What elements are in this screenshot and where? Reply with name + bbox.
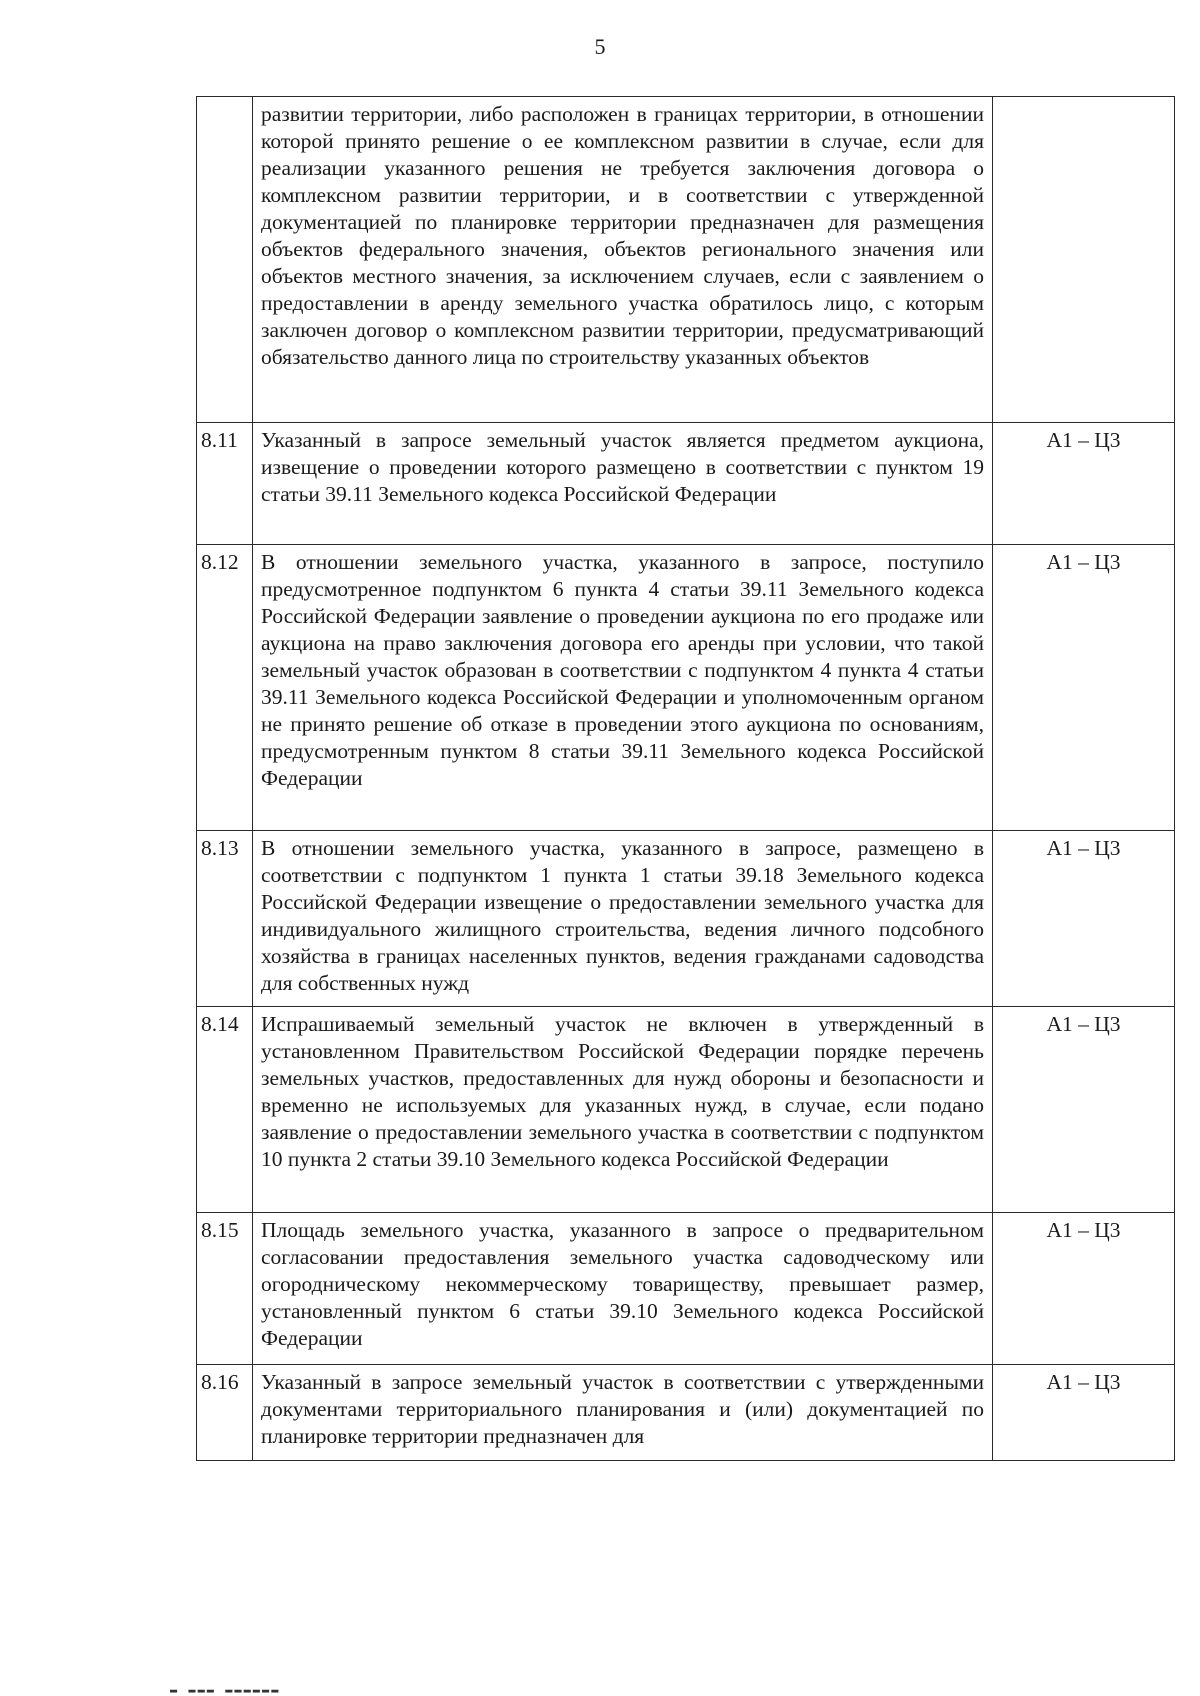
row-code-cell: А1 – Ц3 [993,1365,1175,1461]
table-row [197,545,1175,831]
row-code-cell: А1 – Ц3 [993,1007,1175,1213]
row-text-cell: Площадь земельного участка, указанного в запросе о предварительном согласовании предоставления земельного участка садоводческому или огородническому некоммерческому товариществу, превышает размер, установленный пунктом 6 статьи 39.10 Земельного кодекса Российской Федерации [253,1213,993,1365]
row-code-cell: А1 – Ц3 [993,423,1175,545]
table-row [197,423,1175,545]
table-row [197,1365,1175,1461]
row-text-cell: В отношении земельного участка, указанного в запросе, размещено в соответствии с подпунктом 1 пункта 1 статьи 39.18 Земельного кодекса Российской Федерации извещение о предоставлении земельного участка для индивидуального жилищного строительства, ведения личного подсобного хозяйства в границах населенных пунктов, ведения гражданами садоводства для собственных нужд [253,831,993,1007]
row-number-cell: 8.11 [197,423,253,545]
row-code-cell: А1 – Ц3 [993,831,1175,1007]
row-text-cell: Указанный в запросе земельный участок является предметом аукциона, извещение о проведении которого размещено в соответствии с пунктом 19 статьи 39.11 Земельного кодекса Российской Федерации [253,423,993,545]
row-code-cell: А1 – Ц3 [993,1213,1175,1365]
row-number-cell: 8.15 [197,1213,253,1365]
table-row [197,1007,1175,1213]
row-text-cell: В отношении земельного участка, указанного в запросе, поступило предусмотренное подпунктом 6 пункта 4 статьи 39.11 Земельного кодекса Российской Федерации заявление о проведении аукциона по его продаже или аукциона на право заключения договора его аренды при условии, что такой земельный участок образован в соответствии с подпунктом 4 пункта 4 статьи 39.11 Земельного кодекса Российской Федерации и уполномоченным органом не принято решение об отказе в проведении этого аукциона по основаниям, предусмотренным пунктом 8 статьи 39.11 Земельного кодекса Российской Федерации [253,545,993,831]
row-text-cell: Указанный в запросе земельный участок в соответствии с утвержденными документами территориального планирования и (или) документацией по планировке территории предназначен для [253,1365,993,1461]
row-number-cell: 8.14 [197,1007,253,1213]
page-number: 5 [594,34,606,59]
table-row [197,97,1175,423]
row-number-cell: 8.13 [197,831,253,1007]
row-number-cell [197,97,253,423]
requirements-table [196,96,1175,1461]
row-text-cell: Испрашиваемый земельный участок не включен в утвержденный в установленном Правительством Российской Федерации порядке перечень земельных участков, предоставленных для нужд обороны и безопасности и временно не используемых для указанных нужд, в случае, если подано заявление о предоставлении земельного участка в соответствии с подпунктом 10 пункта 2 статьи 39.10 Земельного кодекса Российской Федерации [253,1007,993,1213]
row-code-cell: А1 – Ц3 [993,545,1175,831]
row-number-cell: 8.12 [197,545,253,831]
scan-artifact-mark: ▬ ▬▬▬ ▬▬▬▬▬▬ [170,1683,281,1693]
row-text-cell: развитии территории, либо расположен в границах территории, в отношении которой принято решение о ее комплексном развитии в случае, если для реализации указанного решения не требуется заключения договора о комплексном развитии территории, и в соответствии с утвержденной документацией по планировке территории предназначен для размещения объектов федерального значения, объектов регионального значения или объектов местного значения, за исключением случаев, если с заявлением о предоставлении в аренду земельного участка обратилось лицо, с которым заключен договор о комплексном развитии территории, предусматривающий обязательство данного лица по строительству указанных объектов [253,97,993,423]
table-row [197,831,1175,1007]
row-number-cell: 8.16 [197,1365,253,1461]
row-code-cell [993,97,1175,423]
table-row [197,1213,1175,1365]
